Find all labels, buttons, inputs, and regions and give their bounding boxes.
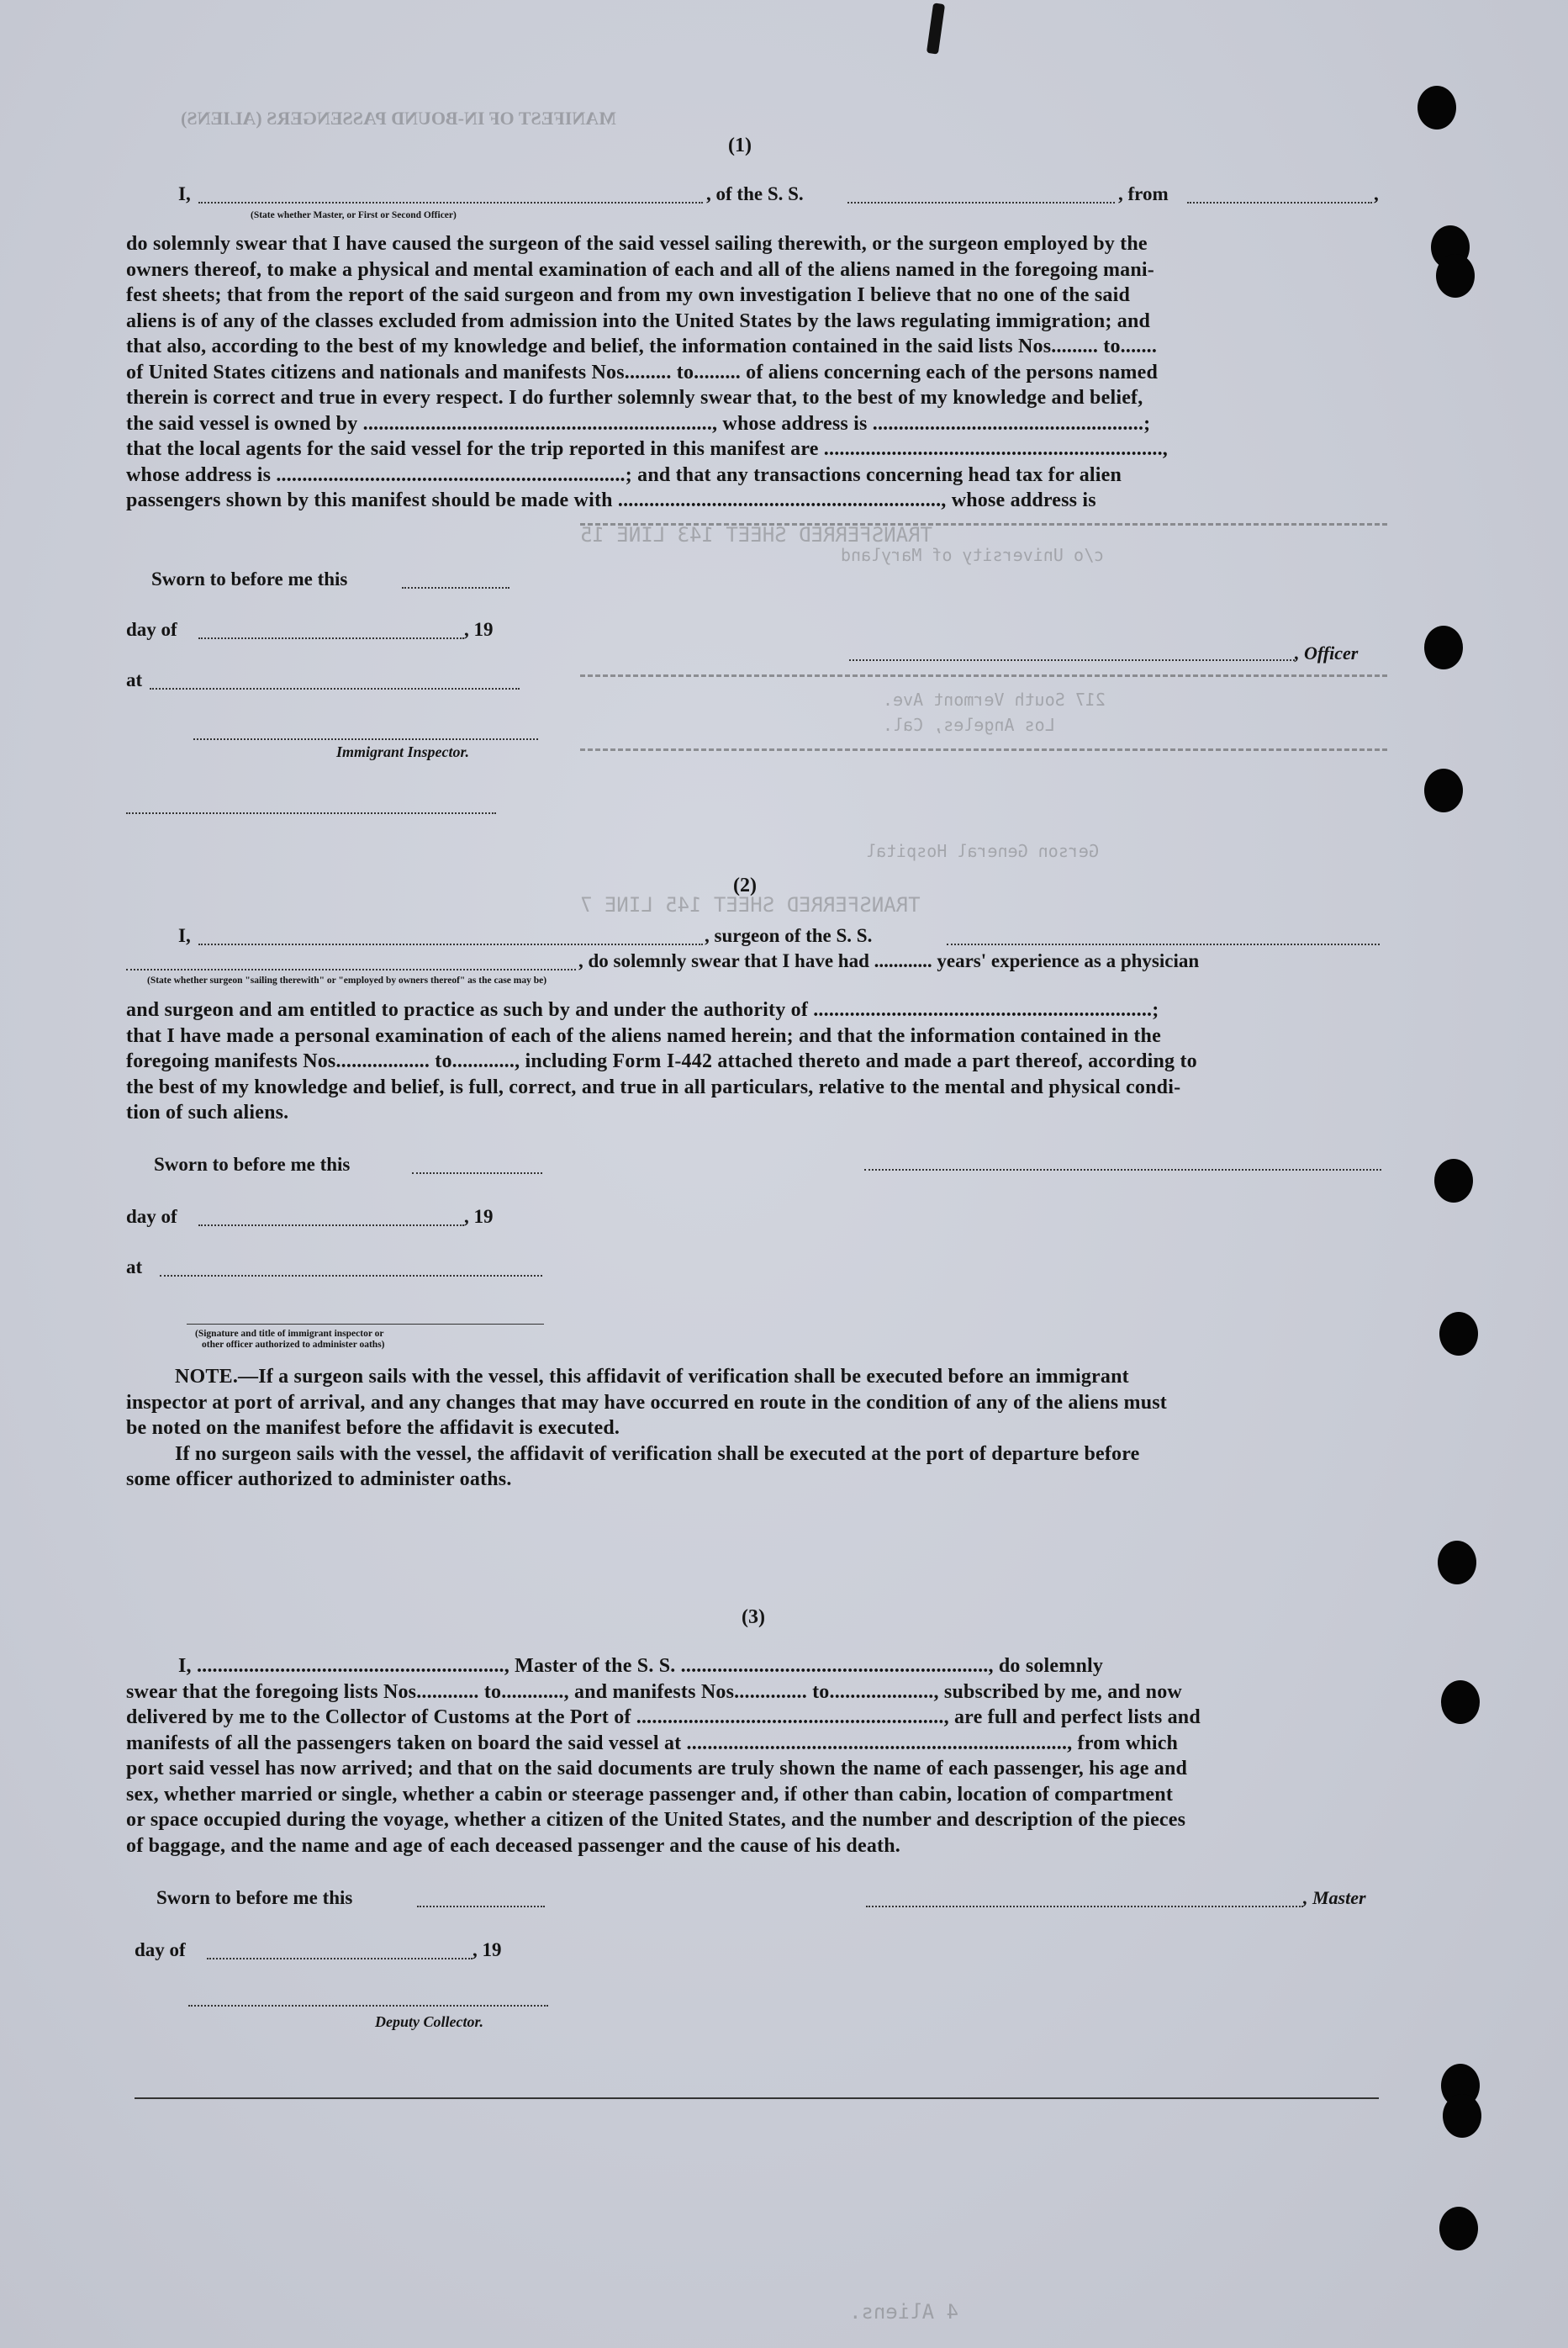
punch-hole xyxy=(1438,1541,1476,1584)
punch-hole xyxy=(1439,2207,1478,2250)
punch-hole xyxy=(1441,1680,1480,1724)
punch-hole xyxy=(1443,2094,1481,2138)
master-label: , Master xyxy=(1303,1887,1366,1908)
from-port-blank xyxy=(1187,202,1372,204)
section-2-sworn: Sworn to before me this xyxy=(154,1154,351,1175)
section-2-number: (2) xyxy=(733,875,757,896)
section-1-from: , from xyxy=(1118,183,1169,204)
punch-hole xyxy=(1418,86,1456,130)
section-1-of-ss: , of the S. S. xyxy=(706,183,804,204)
punch-hole xyxy=(1424,626,1463,669)
punch-hole xyxy=(1436,254,1475,298)
bottom-rule xyxy=(135,2097,1379,2099)
section-2-day-of: day of xyxy=(126,1206,177,1227)
signature-note: (Signature and title of immigrant inspector or other officer authorized to administer oaths) xyxy=(195,1329,385,1350)
deputy-collector-label: Deputy Collector. xyxy=(375,2013,483,2030)
section-3-sworn: Sworn to before me this xyxy=(156,1887,353,1908)
section-2-line2: , do solemnly swear that I have had ............ years' experience as a physician xyxy=(578,950,1200,971)
section-1-sworn: Sworn to before me this xyxy=(151,568,348,590)
section-2-at: at xyxy=(126,1256,143,1277)
punch-hole xyxy=(1424,769,1463,812)
master-note: (State whether Master, or First or Second Officer) xyxy=(251,210,457,220)
section-3-day-of: day of xyxy=(135,1939,186,1960)
section-1-i-label: I, xyxy=(178,183,191,204)
master-name-blank xyxy=(198,202,703,204)
ink-mark xyxy=(927,3,945,54)
section-2-body: and surgeon and am entitled to practice as such by and under the authority of .................................................................; that I have made a personal examination of each of the aliens named herein; and that the information contained in the foregoing manifests Nos.................. to............, including Form I-442 attached thereto and made a part thereof, according to the best of my knowledge and belief, is full, correct, and true in all particulars, relative to the mental and physical condi- tion of such aliens. xyxy=(126,999,1197,1124)
document-page: MANIFEST OF IN-BOUND PASSENGERS (ALIENS) 4 Aliens. TRANSFERRED SHEET 143 LINE 15 TRANSFERRED SHEET 145 LINE 7 c/o University of Maryland 217 South Vermont Ave. Los Angeles, Cal. Gerson General Hospital (1) I, , of the S. S. , from , (State whether Master, or First or Second Officer) do solemnly swear that I have caused the surgeon of the said vessel sailing therewith, or the surgeon employed by the owners thereof, to make a physical and mental examination of each and all of the aliens named in the foregoing mani- fest sheets; that from the report of the said surgeon and from my own investigation I believe that no one of the said aliens is of any of the classes excluded from admission into the United States by the laws regulating immigration; and that also, according to the best of my knowledge and belief, the information contained in the said lists Nos......... to....... of United States citizens and nationals and manifests Nos......... to......... of aliens concerning each of the persons named therein is correct and true in every respect. I do further solemnly swear that, to the best of my knowledge and belief, the said vessel is owned by ..................................................................., whose address is ....................................................; that the local agents for the said vessel for the trip reported in this manifest are ................................................................., whose address is ...................................................................; and that any transactions concerning head tax for alien passengers shown by this manifest should be made with .............................................................., whose address is Sworn to before me this day of , 19 at Immigrant Inspector. , Officer (2) I, , surgeon of the S. S. , do solemnly swear that I have had ............ years' experience as a physician (State whether surgeon "sailing therewith" or "employed by owners thereof" as the case may be) and surgeon and am entitled to practice as such by and under the authority of .................................................................; that I have made a personal examination of each of the aliens named herein; and that the information contained in the foregoing manifests Nos.................. to............, including Form I-442 attached thereto and made a part thereof, according to the best of my knowledge and belief, is full, correct, and true in all particulars, relative to the mental and physical condi- tion of such aliens. Sworn to before me this day of , 19 at (Signature and title of immigrant inspector or other officer authorized to administer oaths) NOTE.—If a surgeon sails with the vessel, this affidavit of verification shall be executed before an immigrant inspector at port of arrival, and any changes that may have occurred en route in the condition of any of the aliens must be noted on the manifest before the affidavit is executed. If no surgeon sails with the vessel, the affidavit of verification shall be executed at the port of departure before some officer authorized to administer oaths. (3) I, ..........................................................., Master of the S. S. ..........................................................., do solemnly swear that the foregoing lists Nos............ to............, and manifests Nos.............. to...................., subscribed by me, and now delivered by me to the Collector of Customs at the Port of ..........................................................., are full and perfect lists and manifests of all the passengers taken on board the said vessel at ........................................................................., from which port said vessel has now arrived; and that on the said documents are truly shown the name of each passenger, his age and sex, whether married or single, whether a cabin or steerage passenger and, if other than cabin, location of compartment or space occupied during the voyage, whether a citizen of the United States, and the number and description of the pieces of baggage, and the name and age of each deceased passenger and the cause of his death. Sworn to before me this , Master day of , 19 Deputy Collector. xyxy=(0,0,1568,2348)
section-1-body: do solemnly swear that I have caused the surgeon of the said vessel sailing therewith, or the surgeon employed by the owners thereof, to make a physical and mental examination of each and all of the aliens named in the foregoing mani- fest sheets; that from the report of the said surgeon and from my own investigation I believe that no one of the said aliens is of any of the classes excluded from admission into the United States by the laws regulating immigration; and that also, according to the best of my knowledge and belief, the information contained in the said lists Nos......... to....... of United States citizens and nationals and manifests Nos......... to......... of aliens concerning each of the persons named therein is correct and true in every respect. I do further solemnly swear that, to the best of my knowledge and belief, the said vessel is owned by ..................................................................., whose address is ....................................................; that the local agents for the said vessel for the trip reported in this manifest are ................................................................., whose address is ...................................................................; and that any transactions concerning head tax for alien passengers shown by this manifest should be made with .............................................................., whose address is xyxy=(126,233,1169,511)
section-1-at: at xyxy=(126,669,143,690)
section-3-body: I, ..........................................................., Master of the S. S. ..........................................................., do solemnly swear that the foregoing lists Nos............ to............, and manifests Nos.............. to...................., subscribed by me, and now delivered by me to the Collector of Customs at the Port of ..........................................................., are full and perfect lists and manifests of all the passengers taken on board the said vessel at ........................................................................., from which port said vessel has now arrived; and that on the said documents are truly shown the name of each passenger, his age and sex, whether married or single, whether a cabin or steerage passenger and, if other than cabin, location of compartment or space occupied during the voyage, whether a citizen of the United States, and the number and description of the pieces of baggage, and the name and age of each deceased passenger and the cause of his death. xyxy=(126,1655,1201,1857)
section-2-i-label: I, xyxy=(178,925,191,946)
vessel-name-blank xyxy=(847,202,1115,204)
section-2-surgeon-of: , surgeon of the S. S. xyxy=(705,925,873,946)
officer-label: , Officer xyxy=(1295,643,1359,664)
punch-hole xyxy=(1439,1312,1478,1356)
note-block: NOTE.—If a surgeon sails with the vessel, this affidavit of verification shall be executed before an immigrant inspector at port of arrival, and any changes that may have occurred en route in the condition of any of the aliens must be noted on the manifest before the affidavit is executed. If no surgeon sails with the vessel, the affidavit of verification shall be executed at the port of departure before some officer authorized to administer oaths. xyxy=(126,1366,1167,1490)
punch-hole xyxy=(1434,1159,1473,1203)
bleed-through-footer: 4 Aliens. xyxy=(849,2300,959,2324)
section-1-number: (1) xyxy=(728,135,752,156)
section-3-number: (3) xyxy=(742,1606,765,1628)
section-1-day-of: day of xyxy=(126,619,177,640)
surgeon-note: (State whether surgeon "sailing therewith" or "employed by owners thereof" as the case may be) xyxy=(147,976,547,986)
immigrant-inspector-label: Immigrant Inspector. xyxy=(336,743,470,760)
bleed-through-header: MANIFEST OF IN-BOUND PASSENGERS (ALIENS) xyxy=(181,108,616,129)
